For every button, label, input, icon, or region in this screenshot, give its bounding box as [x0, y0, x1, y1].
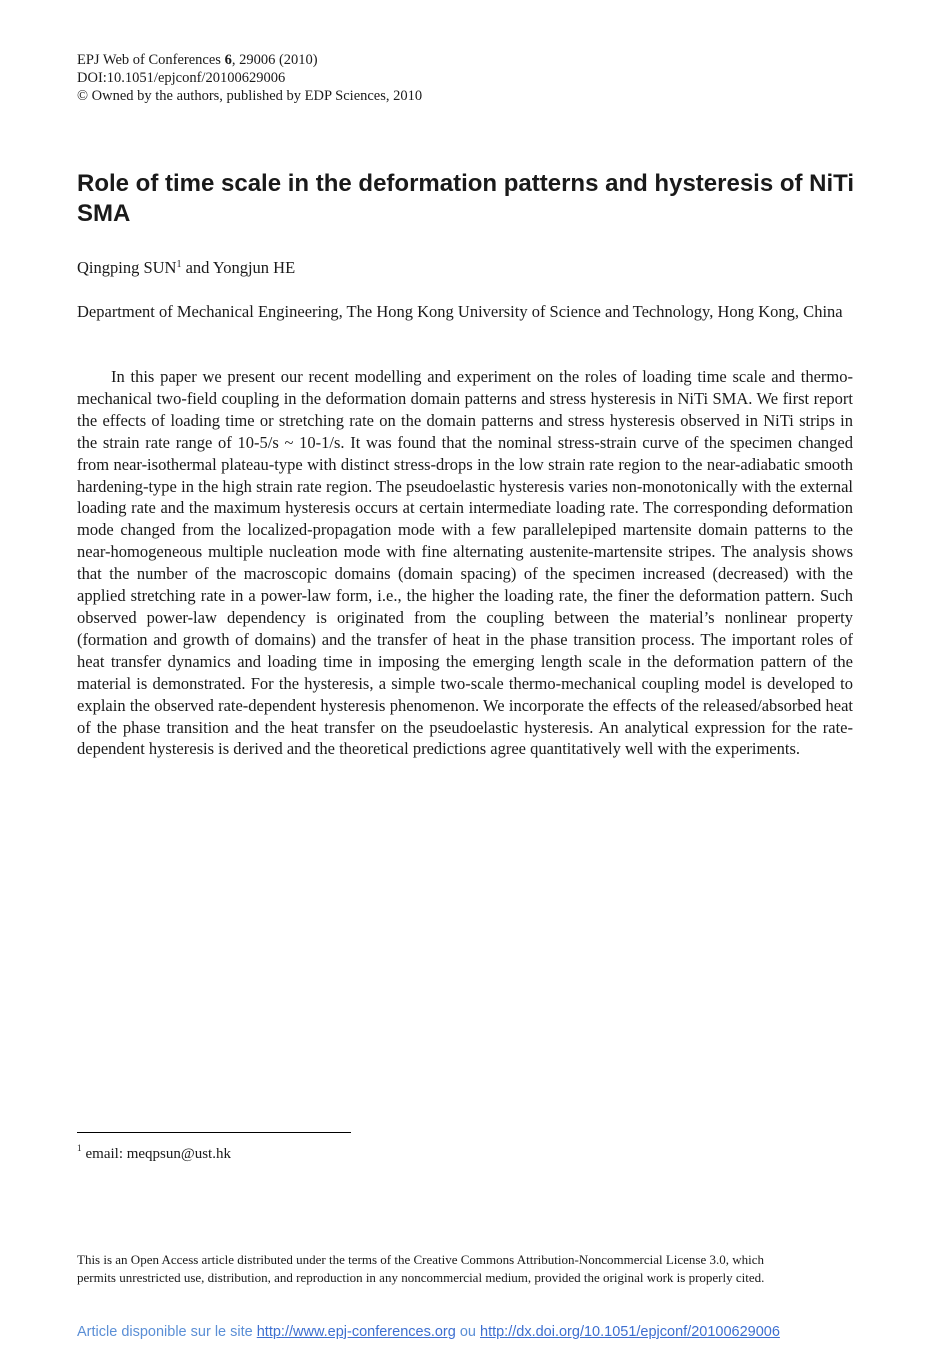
journal-header [77, 51, 422, 105]
doi-link[interactable]: http://dx.doi.org/10.1051/epjconf/20100629006 [480, 1324, 780, 1340]
availability-line [77, 1324, 780, 1340]
journal-citation [77, 51, 422, 69]
journal-name: EPJ Web of Conferences [77, 52, 225, 68]
footnote [77, 1143, 231, 1163]
footnote-mark: 1 [77, 1143, 82, 1153]
footnote-divider [77, 1132, 351, 1133]
author-2: and Yongjun HE [181, 258, 296, 277]
license-notice [77, 1251, 857, 1287]
author-footnote-mark: 1 [176, 259, 182, 270]
affiliation: Department of Mechanical Engineering, The Hong Kong University of Science and Technology, Hong Kong, China [77, 302, 843, 321]
epj-conferences-link[interactable]: http://www.epj-conferences.org [256, 1324, 456, 1340]
license-line-1: This is an Open Access article distributed under the terms of the Creative Commons Attribution-Noncommercial License 3.0, which [77, 1252, 765, 1267]
availability-prefix: Article disponible sur le site [77, 1324, 257, 1340]
journal-issue: , 29006 (2010) [231, 52, 318, 68]
abstract-paragraph: In this paper we present our recent modelling and experiment on the roles of loading time scale and thermo-mechanical two-field coupling in the deformation domain patterns and stress hysteresis in NiTi SMA. We first report the effects of loading time or stretching rate on the domain patterns and stress hysteresis observed in NiTi strips in the strain rate range of 10-5/s ~ 10-1/s. It was found that the nominal stress-strain curve of the specimen changed from near-isothermal plateau-type with distinct stress-drops in the low strain rate region to the near-adiabatic smooth hardening-type in the high strain rate region. The pseudoelastic hysteresis varies non-monotonically with the external loading rate and the maximum hysteresis occurs at certain intermediate loading rate. The corresponding deformation mode changed from the localized-propagation mode with a few parallelepiped martensite domain patterns to the near-homogeneous multiple nucleation mode with fine alternating austenite-martensite stripes. The analysis shows that the number of the macroscopic domains (domain spacing) of the specimen increased (decreased) with the applied stretching rate in a power-law form, i.e., the higher the loading rate, the finer the deformation pattern. Such observed power-law dependency is originated from the coupling between the material’s nonlinear property (formation and growth of domains) and the transfer of heat in the phase transition process. The important roles of heat transfer dynamics and loading time in imposing the emerging length scale in the deformation pattern of the material is demonstrated. For the hysteresis, a simple two-scale thermo-mechanical coupling model is developed to explain the observed rate-dependent hysteresis phenomenon. We incorporate the effects of the released/absorbed heat of the phase transition and the heat transfer on the pseudoelastic hysteresis. An analytical expression for the rate-dependent hysteresis is derived and the theoretical predictions agree quantitatively well with the experiments. [77, 367, 853, 759]
footnote-email: email: meqpsun@ust.hk [85, 1146, 231, 1162]
license-line-2: permits unrestricted use, distribution, and reproduction in any noncommercial medium, provided the original work is properly cited. [77, 1270, 765, 1285]
journal-volume: 6 [224, 52, 232, 68]
copyright-line: © Owned by the authors, published by EDP Sciences, 2010 [77, 88, 423, 104]
doi: DOI:10.1051/epjconf/20100629006 [77, 70, 286, 86]
paper-title: Role of time scale in the deformation patterns and hysteresis of NiTi SMA [77, 170, 855, 227]
availability-joiner: ou [455, 1324, 480, 1340]
author-line [77, 258, 295, 278]
author-1: Qingping SUN [77, 258, 177, 277]
